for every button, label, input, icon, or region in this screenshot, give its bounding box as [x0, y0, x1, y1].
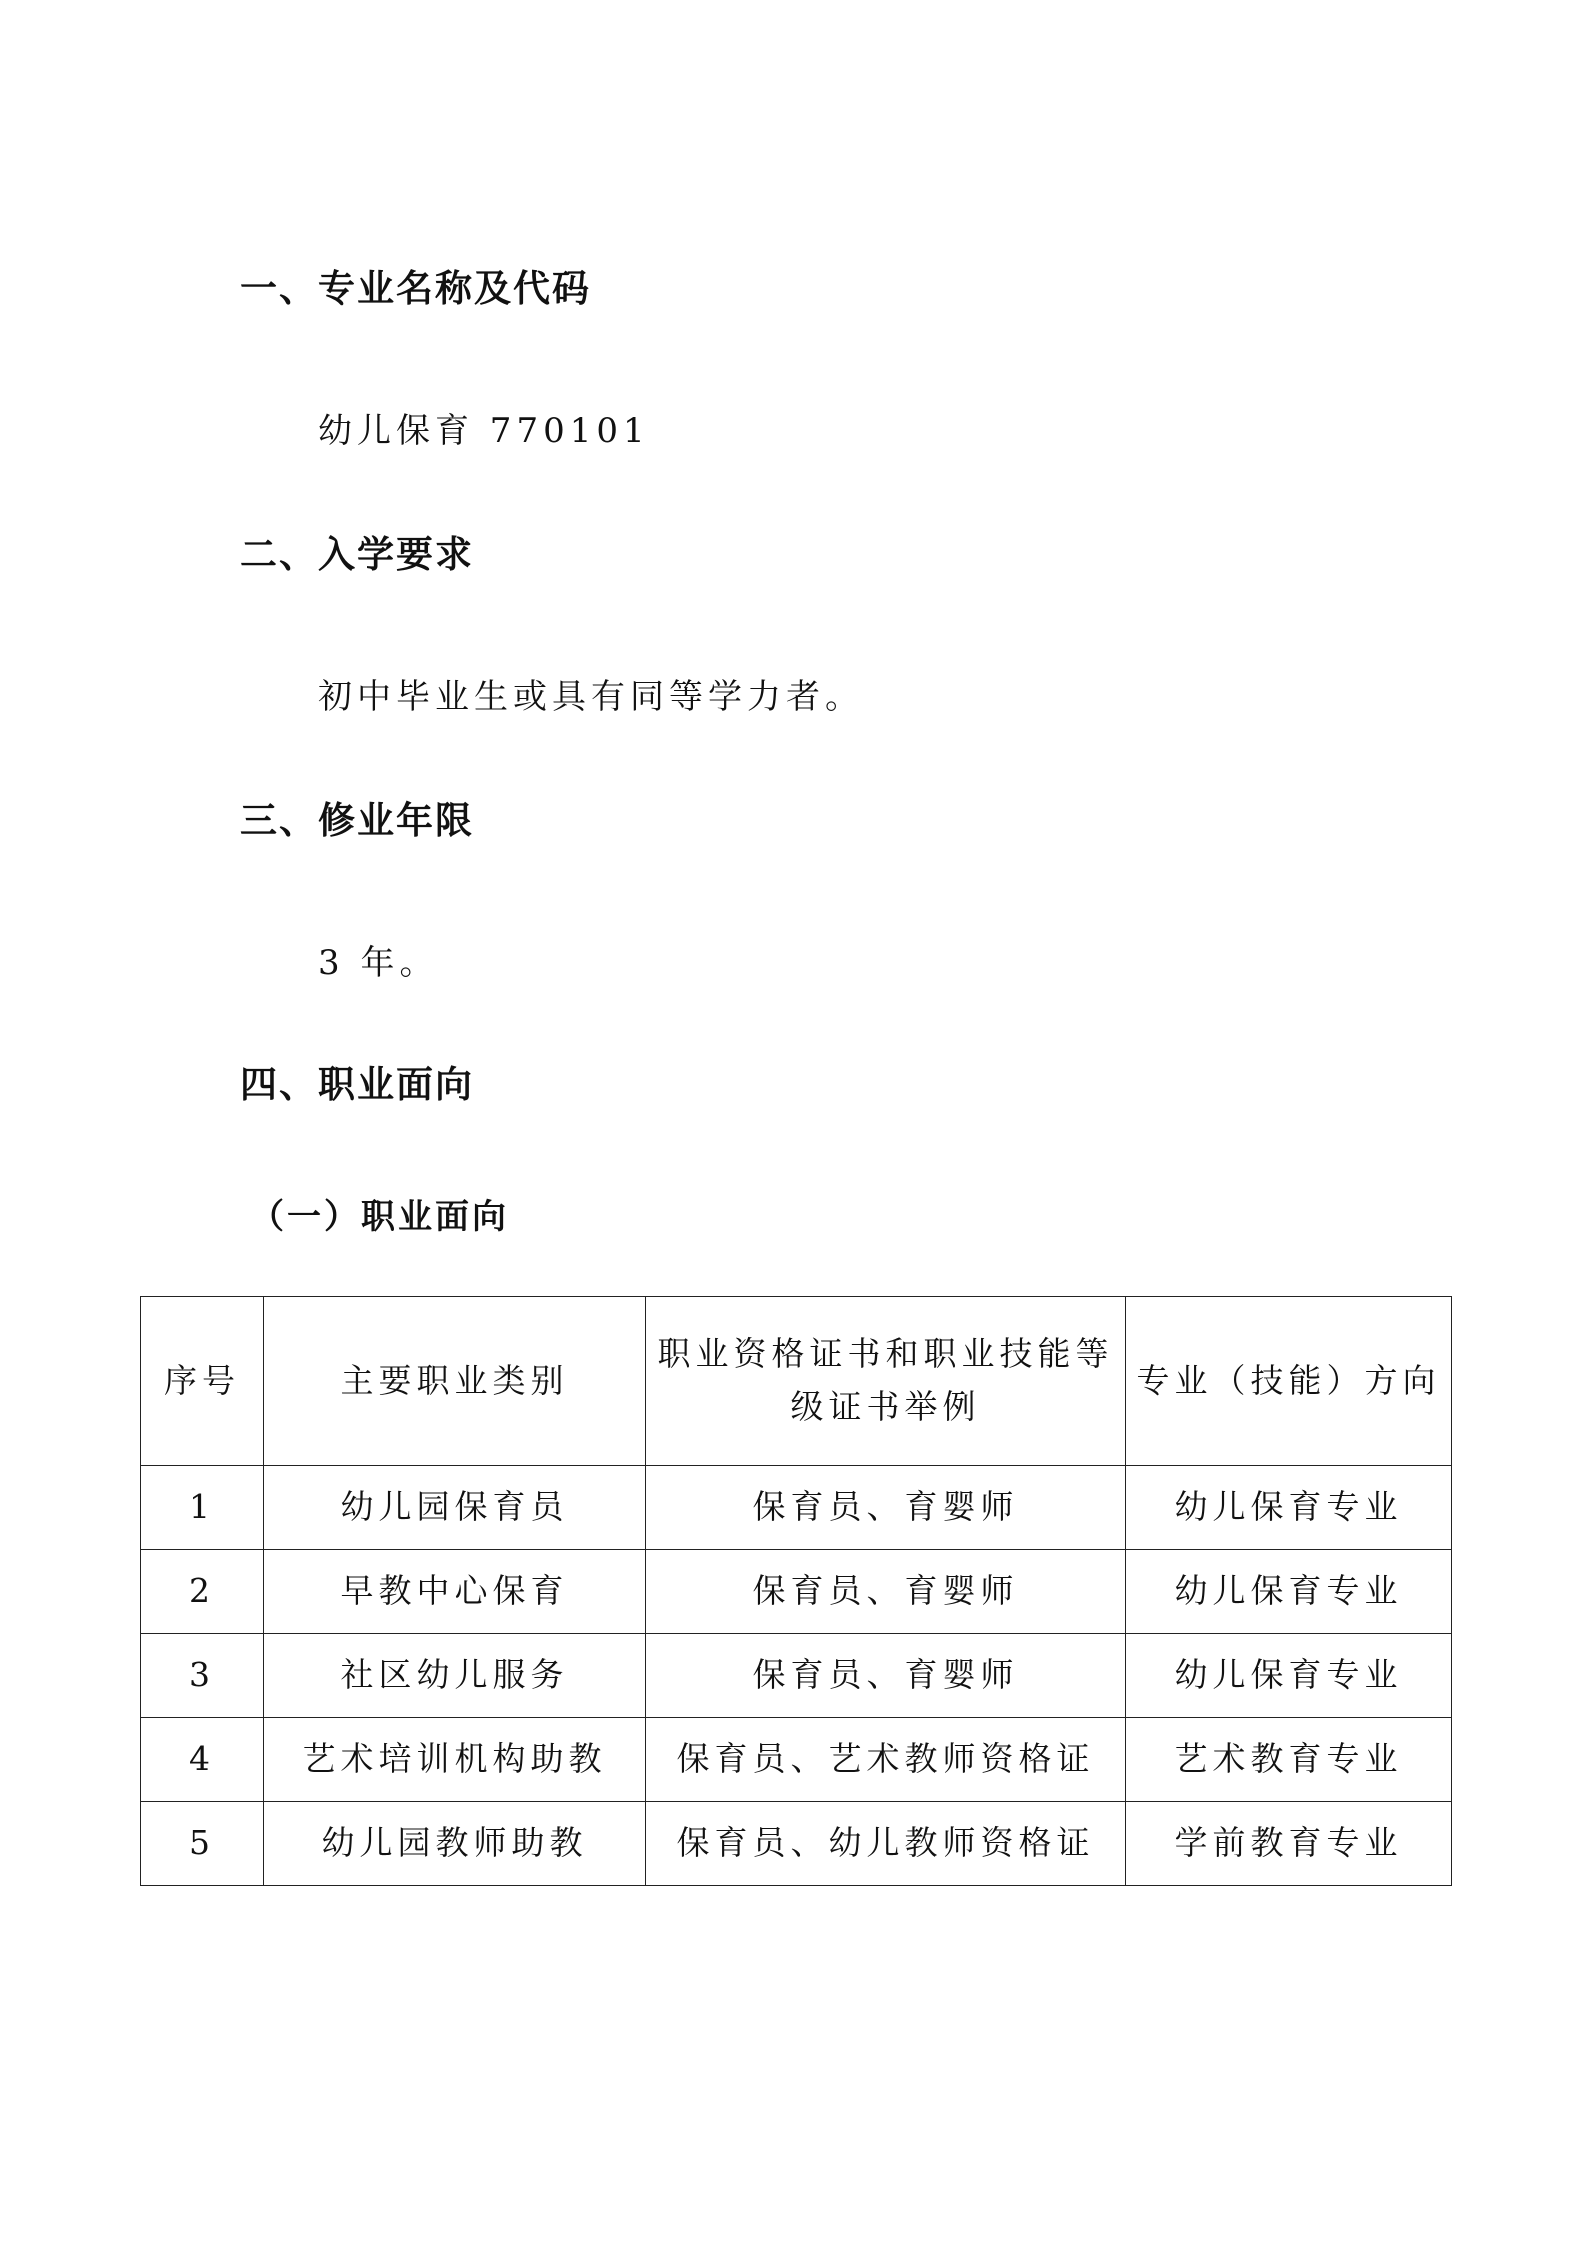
- study-duration: 3 年。: [318, 943, 439, 983]
- header-no: 序号: [141, 1297, 264, 1466]
- cell-category: 社区幼儿服务: [264, 1634, 646, 1718]
- section-heading-duration: 三、修业年限: [240, 799, 474, 842]
- table-row: [141, 1550, 1452, 1634]
- cell-category: 幼儿园教师助教: [264, 1802, 646, 1886]
- header-direction: 专业（技能）方向: [1126, 1297, 1452, 1466]
- cell-no: 4: [141, 1718, 264, 1802]
- section-heading-major-name: 一、专业名称及代码: [240, 267, 591, 310]
- cell-certificate: 保育员、育婴师: [646, 1466, 1126, 1550]
- cell-no: 5: [141, 1802, 264, 1886]
- cell-direction: 幼儿保育专业: [1126, 1634, 1452, 1718]
- section-heading-admission: 二、入学要求: [240, 533, 474, 576]
- cell-category: 艺术培训机构助教: [264, 1718, 646, 1802]
- cell-direction: 幼儿保育专业: [1126, 1550, 1452, 1634]
- cell-direction: 艺术教育专业: [1126, 1718, 1452, 1802]
- cell-certificate: 保育员、幼儿教师资格证: [646, 1802, 1126, 1886]
- cell-no: 3: [141, 1634, 264, 1718]
- career-orientation-table: [140, 1296, 1452, 1886]
- table-row: [141, 1634, 1452, 1718]
- cell-category: 早教中心保育: [264, 1550, 646, 1634]
- cell-no: 2: [141, 1550, 264, 1634]
- table-row: [141, 1466, 1452, 1550]
- table-row: [141, 1718, 1452, 1802]
- table-header-row: [141, 1297, 1452, 1466]
- admission-requirement: 初中毕业生或具有同等学力者。: [318, 677, 864, 717]
- cell-category: 幼儿园保育员: [264, 1466, 646, 1550]
- cell-certificate: 保育员、艺术教师资格证: [646, 1718, 1126, 1802]
- major-name-code: 幼儿保育 770101: [318, 411, 650, 451]
- cell-direction: 学前教育专业: [1126, 1802, 1452, 1886]
- cell-no: 1: [141, 1466, 264, 1550]
- cell-direction: 幼儿保育专业: [1126, 1466, 1452, 1550]
- header-certificate: 职业资格证书和职业技能等级证书举例: [646, 1297, 1126, 1466]
- cell-certificate: 保育员、育婴师: [646, 1550, 1126, 1634]
- header-category: 主要职业类别: [264, 1297, 646, 1466]
- section-heading-career: 四、职业面向: [240, 1063, 474, 1106]
- cell-certificate: 保育员、育婴师: [646, 1634, 1126, 1718]
- subsection-heading-career: （一）职业面向: [250, 1197, 509, 1237]
- table-row: [141, 1802, 1452, 1886]
